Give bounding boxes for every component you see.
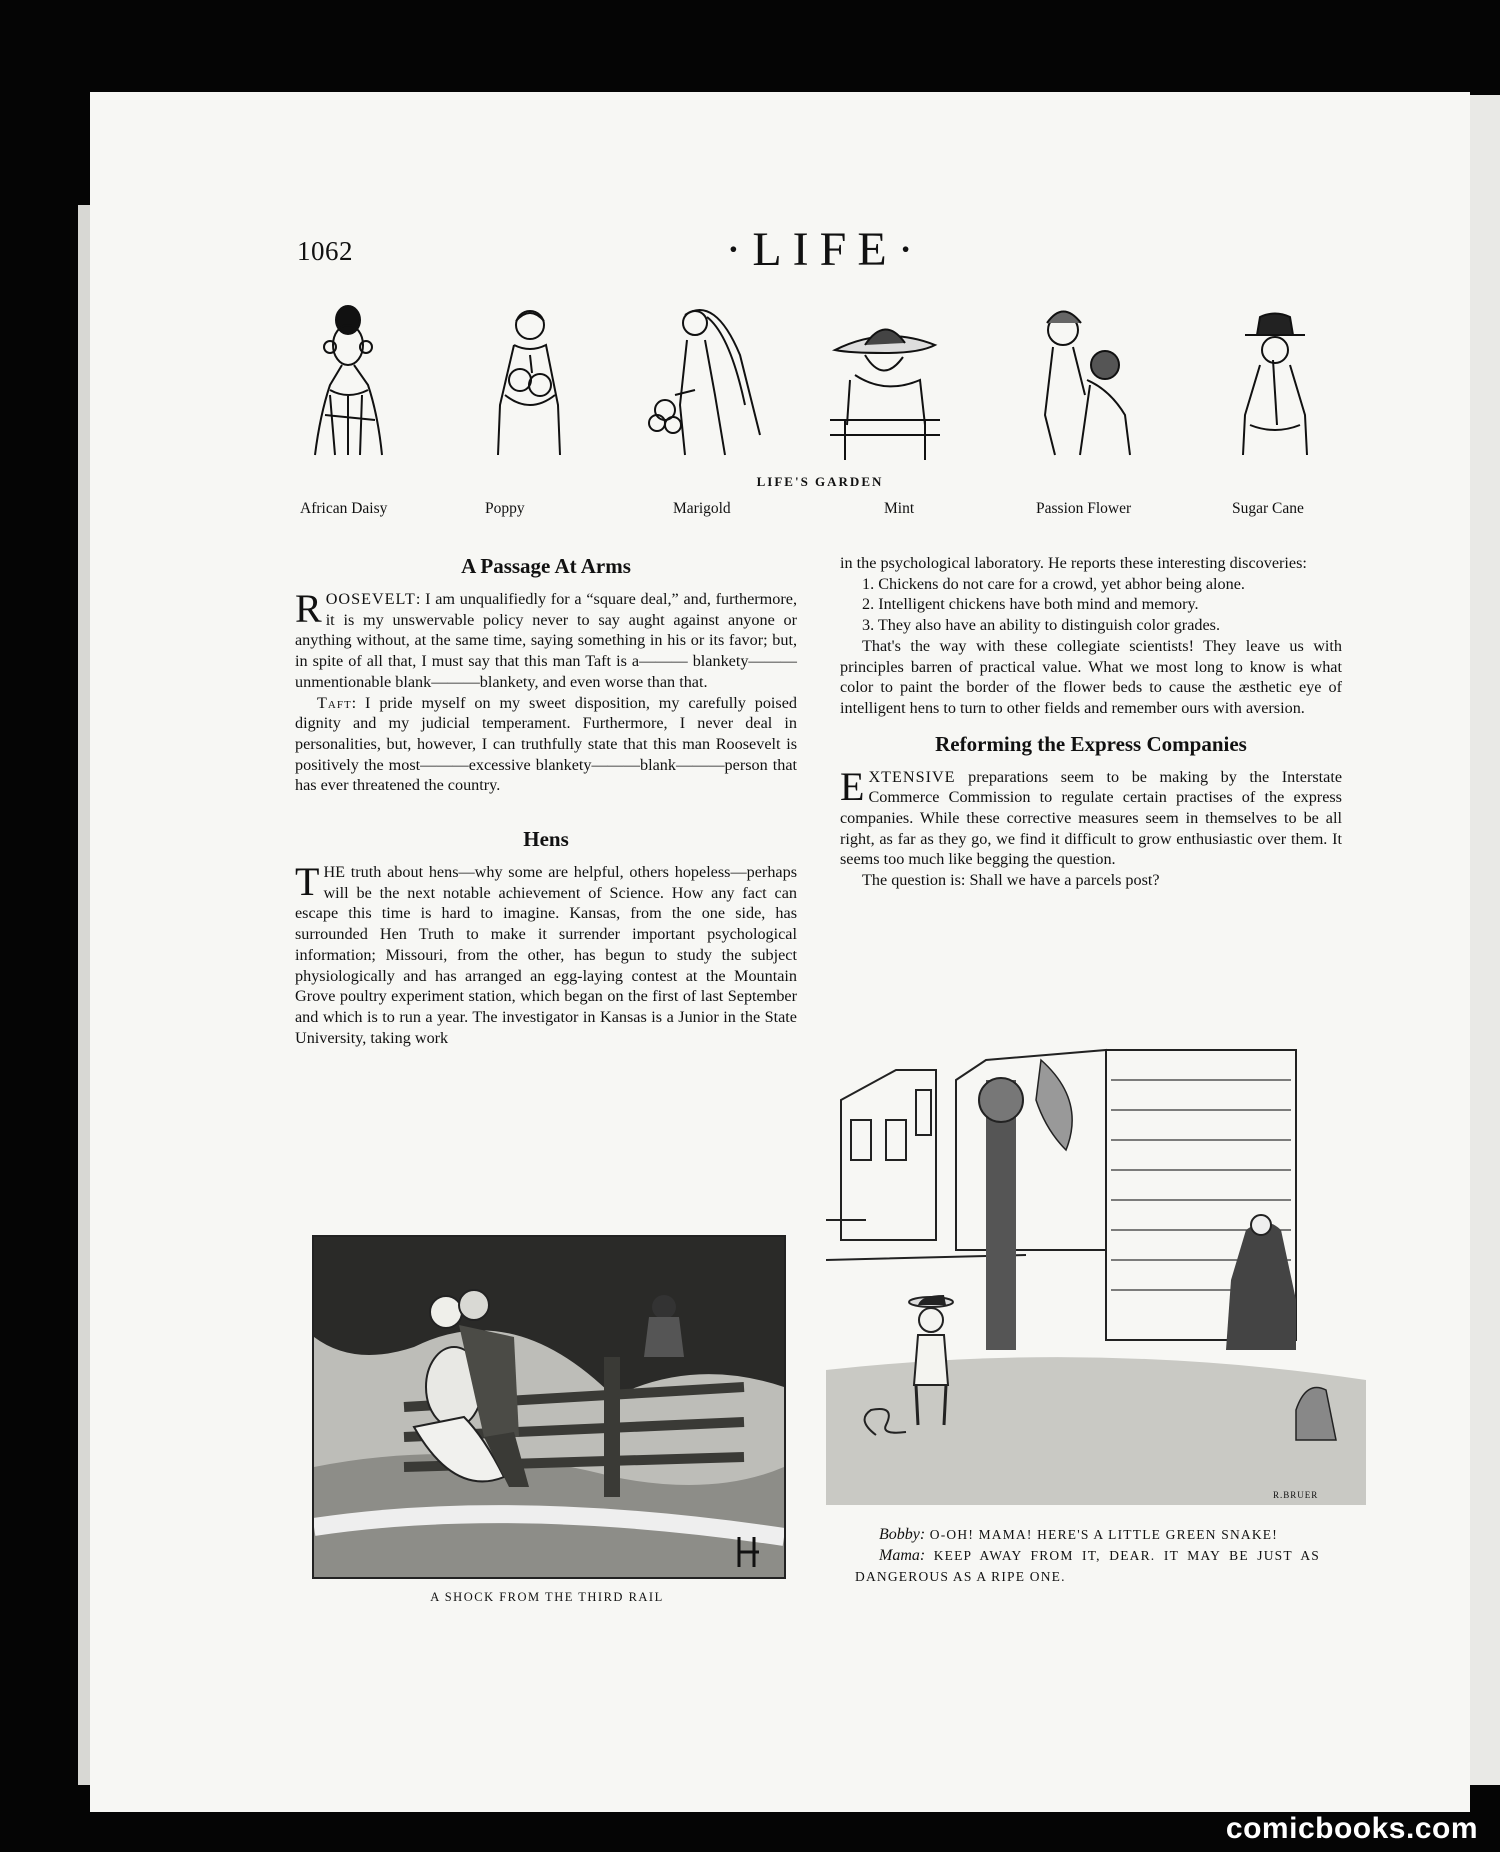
speaker-name: Taft [317,693,352,712]
express-companies-headline: Reforming the Express Companies [935,731,1247,756]
spacer [295,796,797,826]
garden-label-sugar-cane: Sugar Cane [1232,500,1304,517]
passage-at-arms-headline: A Passage At Arms [461,554,631,578]
caption-text: O-OH! MAMA! HERE'S A LITTLE GREEN SNAKE! [925,1527,1278,1542]
hens-headline: Hens [523,827,569,852]
garden-label-passion-flower: Passion Flower [1036,500,1132,517]
site-watermark: comicbooks.com [1225,1812,1478,1845]
passage-at-arms-paragraph-1 [295,586,797,693]
right-column [840,553,1342,891]
paragraph-text: preparations seem to be making by the Interstate Commerce Commission to regulate certain practises of the express companies. While these corrective measures seem in themselves to be all right, as far as they go, we find it difficult to grow enthusiastic over them. It seems too much like begging the question. [840,767,1342,869]
garden-figure-marigold [645,295,765,465]
garden-label-mint: Mint [884,500,915,517]
hens-paragraph-3: That's the way with these collegiate scientists! They leave us with principles barren of practical value. What we most long to know is what color to paint the border of the flower beds to cause the æsthetic eye of intelligent hens to turn to other fields and remember ours with aversion. [840,636,1342,717]
spacer [840,719,1342,731]
page-number: 1062 [297,236,353,266]
hens-list-item: 2. Intelligent chickens have both mind and memory. [862,595,1199,614]
third-rail-cartoon [312,1235,786,1579]
garden-figure-mint [825,295,945,465]
caption-text: KEEP AWAY FROM IT, DEAR. IT MAY BE JUST AS DANGEROUS AS A RIPE ONE. [855,1548,1320,1584]
green-snake-caption [855,1524,1320,1587]
lead-word: XTENSIVE [868,767,956,786]
garden-figure-poppy [470,295,590,465]
paragraph-text: : I am unqualifiedly for a “square deal,” and, furthermore, it is my unswervable policy never to say aught against anyone or anything without, at the same time, saying something in his or its favor; but, in spite of all that, I must say that this man Taft is a——— blankety———unmentionable blank———blankety, and even worse than that. [295,590,797,691]
speaker-name: OOSEVELT [325,590,416,608]
garden-label-african-daisy: African Daisy [300,500,388,517]
hens-list-item: 1. Chickens do not care for a crowd, yet abhor being alone. [862,574,1245,593]
speaker-name: Bobby: [879,1526,926,1543]
hens-list-item: 3. They also have an ability to distinguish color grades. [862,616,1221,635]
left-column [295,553,797,1048]
masthead-title: ·LIFE· [725,223,925,276]
garden-figure-passion-flower [1025,295,1145,465]
hens-paragraph-2: in the psychological laboratory. He reports these interesting discoveries: [840,554,1307,572]
caption-line-bobby [855,1524,1320,1545]
speaker-name: Mama: [879,1547,926,1564]
artist-signature: R.BRUER [1273,1490,1319,1500]
express-paragraph-1 [840,763,1342,871]
express-paragraph-2: The question is: Shall we have a parcels post? [862,871,1160,890]
garden-label-marigold: Marigold [673,500,731,517]
passage-at-arms-paragraph-2 [295,693,797,797]
third-rail-caption: A SHOCK FROM THE THIRD RAIL [430,1590,664,1604]
hens-paragraph-1 [295,859,797,1048]
caption-line-mama [855,1545,1320,1587]
garden-illustration-strip [290,295,1340,470]
garden-figure-african-daisy [290,295,410,465]
paragraph-text: : I pride myself on my sweet disposition, my carefully poised dignity and my judicial temperament. Furthermore, I never deal in personalities, but, however, I can truthfully state that this man Roosevelt is positively the most———excessive blankety———blank———person that has ever threatened the country. [295,693,797,795]
drop-cap: E [840,763,865,809]
green-snake-cartoon [826,1040,1366,1505]
garden-label-poppy: Poppy [485,500,525,517]
drop-cap: T [295,859,320,905]
paragraph-text: HE truth about hens—why some are helpful, others hopeless—perhaps will be the next notable achievement of Science. How any fact can escape this time is hard to imagine. Kansas, from the one side, has surrounded Hen Truth to make it surrender important psychological information; Missouri, from the other, has begun to study the subject physiologically and has arranged an egg-laying contest at the Mountain Grove poultry experiment station, which began on the first of last September and which is to run a year. The investigator in Kansas is a Junior in the State University, taking work [295,863,797,1047]
garden-title: LIFE'S GARDEN [756,474,884,489]
drop-cap: R [295,586,322,631]
garden-figure-sugar-cane [1215,295,1335,465]
